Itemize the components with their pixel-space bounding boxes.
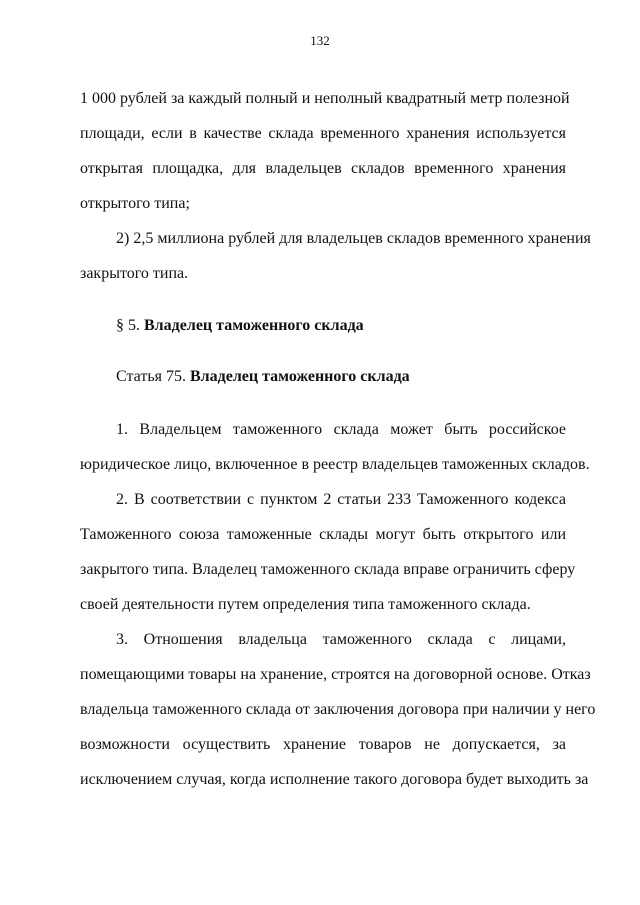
text-line: открытого типа; bbox=[80, 195, 190, 212]
article-title: Владелец таможенного склада bbox=[189, 368, 410, 385]
text-line: владельца таможенного склада от заключения договора при наличии у него bbox=[80, 701, 596, 718]
section-heading bbox=[116, 316, 566, 336]
text-line: своей деятельности путем определения типа таможенного склада. bbox=[80, 596, 531, 613]
text-line: 2. В соответствии с пунктом 2 статьи 233 Таможенного кодекса bbox=[116, 491, 566, 508]
text-line: 3. Отношения владельца таможенного склада с лицами, bbox=[116, 631, 566, 648]
text-line: возможности осуществить хранение товаров не допускается, за bbox=[80, 736, 566, 753]
text-line: Таможенного союза таможенные склады могут быть открытого или bbox=[80, 526, 566, 543]
article-heading bbox=[116, 367, 566, 387]
text-line: юридическое лицо, включенное в реестр владельцев таможенных складов. bbox=[80, 456, 590, 473]
text-line: закрытого типа. bbox=[80, 265, 189, 282]
text-line: 1. Владельцем таможенного склада может быть российское bbox=[116, 421, 566, 438]
article-prefix: Статья 75. bbox=[116, 368, 186, 385]
page-number: 132 bbox=[310, 33, 330, 48]
section-prefix: § 5. bbox=[116, 317, 140, 334]
text-line: помещающими товары на хранение, строятся на договорной основе. Отказ bbox=[80, 666, 591, 683]
section-title: Владелец таможенного склада bbox=[144, 317, 364, 334]
text-line: закрытого типа. Владелец таможенного склада вправе ограничить сферу bbox=[80, 561, 576, 578]
text-line: площади, если в качестве склада временного хранения используется bbox=[80, 125, 566, 142]
text-line: 2) 2,5 миллиона рублей для владельцев складов временного хранения bbox=[116, 230, 591, 247]
text-line: открытая площадка, для владельцев складов временного хранения bbox=[80, 160, 566, 177]
text-line: исключением случая, когда исполнение такого договора будет выходить за bbox=[80, 771, 589, 788]
text-line: 1 000 рублей за каждый полный и неполный квадратный метр полезной bbox=[80, 90, 570, 107]
